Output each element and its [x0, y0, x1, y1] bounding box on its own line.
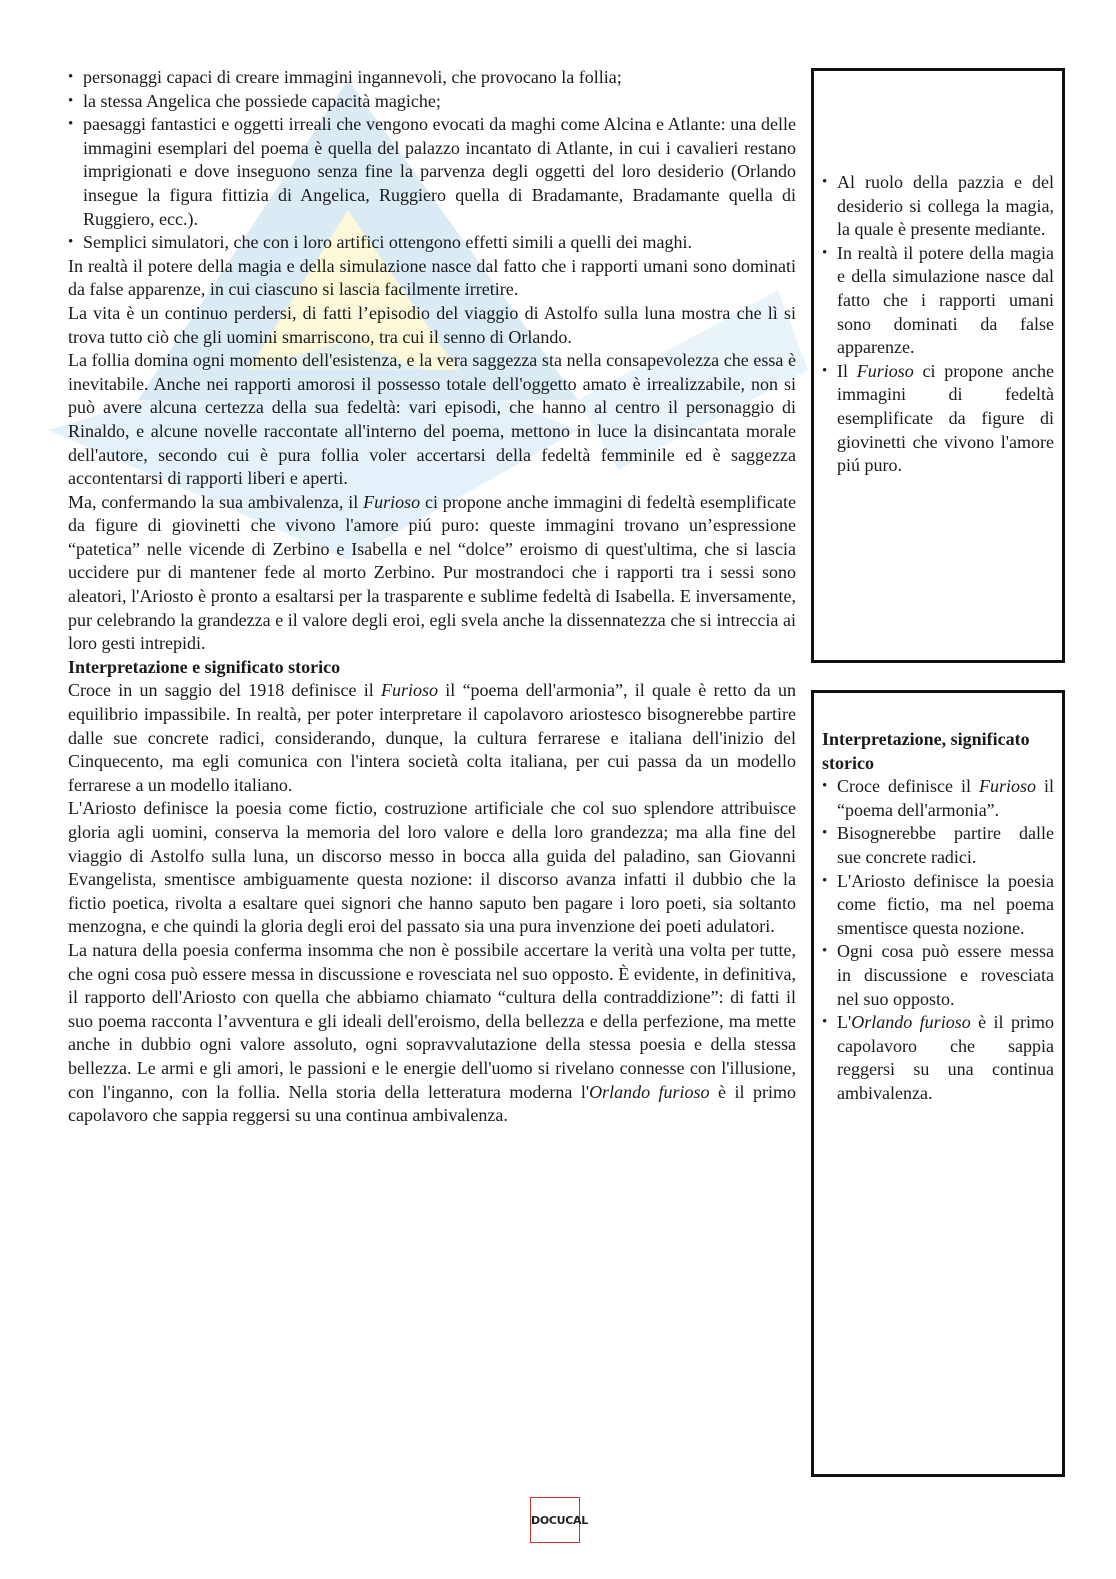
paragraph: La vita è un continuo perdersi, di fatti l’episodio del viaggio di Astolfo sulla luna mostra che lì si trova tutto ciò che gli uomini smarriscono, tra cui il senno di Orlando. — [68, 302, 796, 347]
summary-item: • L'Ariosto definisce la poesia come fictio, ma nel poema smentisce questa nozione. — [822, 870, 1054, 941]
summary-list — [822, 171, 1054, 478]
summary-item: • In realtà il potere della magia e della simulazione nasce dal fatto che i rapporti umani sono dominati da false apparenze. — [822, 242, 1054, 360]
list-item: • paesaggi fantastici e oggetti irreali che vengono evocati da maghi come Alcina e Atlante: una delle immagini esemplari del poema è quella del palazzo incantato di Atlante, in cui i cavalieri restano imprigionati e dove inseguono senza fine la parvenza degli oggetti del loro desiderio (Orlando insegue la figura fittizia di Angelica, Ruggiero quella di Bradamante, Bradamante quella di Ruggiero, ecc.). — [68, 113, 796, 231]
summary-item: • Croce definisce il Furioso il “poema dell'armonia”. — [822, 775, 1054, 822]
paragraph: Ma, confermando la sua ambivalenza, il Furioso ci propone anche immagini di fedeltà esemplificate da figure di giovinetti che vivono l'amore piú puro: queste immagini trovano un’espressione “patetica” nelle vicende di Zerbino e Isabella e nel “dolce” eroismo di quest'ultima, che si lascia uccidere pur di mantener fede al morto Zerbino. Pur mostrandoci che i rapporti tra i sessi sono aleatori, l'Ariosto è pronto a esaltarsi per la trasparente e sublime fedeltà di Isabella. E inversamente, pur celebrando la grandezza e il valore degli eroi, egli svela anche la dissennatezza che si intreccia ai loro gesti intrepidi. — [68, 491, 796, 654]
summary-item: • L'Orlando furioso è il primo capolavoro che sappia reggersi su una continua ambivalenza. — [822, 1011, 1054, 1105]
summary-box-1 — [811, 68, 1065, 663]
paragraph: La follia domina ogni momento dell'esistenza, e la vera saggezza sta nella consapevolezza che essa è inevitabile. Anche nei rapporti amorosi il possesso totale dell'oggetto amato è irrealizzabile, non si può avere alcuna certezza della sua fedeltà: vari episodi, che hanno al centro il personaggio di Rinaldo, e alcune novelle raccontate all'interno del poema, mettono in luce la disincantata morale dell'autore, secondo cui è pura follia voler accertarsi della fedeltà femminile ed è saggezza accontentarsi di rapporti liberi e aperti. — [68, 350, 796, 489]
paragraph: In realtà il potere della magia e della simulazione nasce dal fatto che i rapporti umani sono dominati da false apparenze, in cui ciascuno si lascia facilmente irretire. — [68, 255, 796, 300]
summary-item: • Al ruolo della pazzia e del desiderio si collega la magia, la quale è presente mediante. — [822, 171, 1054, 242]
paragraph: La natura della poesia conferma insomma che non è possibile accertare la verità una volta per tutte, che ogni cosa può essere messa in discussione e rovesciata nel suo opposto. È evidente, in definitiva, il rapporto dell'Ariosto con quella che abbiamo chiamato “cultura della contraddizione”: di fatti il suo poema racconta l’avventura e gli ideali dell'eroismo, della bellezza e della perfezione, ma mette anche in dubbio ogni valore assoluto, ogni sopravvalutazione della stessa poesia e della stessa bellezza. Le armi e gli amori, le passioni e le energie dell'uomo si rivelano connesse con l'illusione, con l'inganno, con la follia. Nella storia della letteratura moderna l'Orlando furioso è il primo capolavoro che sappia reggersi su una continua ambivalenza. — [68, 939, 796, 1126]
section-heading: Interpretazione e significato storico — [68, 656, 341, 677]
list-item: • Semplici simulatori, che con i loro artifici ottengono effetti simili a quelli dei maghi. — [68, 231, 796, 255]
paragraph: Croce in un saggio del 1918 definisce il Furioso il “poema dell'armonia”, il quale è retto da un equilibrio impassibile. In realtà, per poter interpretare il capolavoro ariostesco bisognerebbe partire dalle sue concrete radici, considerando, dunque, la cultura ferrarese e italiana dell'inizio del Cinquecento, ma egli comunica con l'intera società colta italiana, per cui passa da un modello ferrarese a un modello italiano. — [68, 680, 797, 795]
summary-item: • Il Furioso ci propone anche immagini di fedeltà esemplificate da figure di giovinetti che vivono l'amore piú puro. — [822, 360, 1054, 478]
summary-item: • Ogni cosa può essere messa in discussione e rovesciata nel suo opposto. — [822, 940, 1054, 1011]
list-item: • personaggi capaci di creare immagini ingannevoli, che provocano la follia; — [68, 66, 796, 90]
summary-list — [822, 775, 1054, 1105]
summary-box-title: Interpretazione, significato storico — [822, 729, 1030, 773]
paragraph: L'Ariosto definisce la poesia come fictio, costruzione artificiale che col suo splendore attribuisce gloria agli uomini, conserva la memoria del loro valore e della loro grandezza; ma alla fine del viaggio di Astolfo sulla luna, un discorso messo in bocca alla guida del paladino, san Giovanni Evangelista, smentisce ambiguamente questa nozione: il discorso avanza infatti il dubbio che la fictio poetica, rivolta a esaltare quei signori che hanno saputo ben pagare i loro poeti, sia soltanto menzogna, e che quindi la gloria degli eroi del passato sia una pura invenzione dei poeti adulatori. — [68, 798, 796, 937]
main-text-column — [68, 66, 796, 1128]
docucal-logo: DOCUCAL — [530, 1497, 580, 1543]
summary-item: • Bisognerebbe partire dalle sue concrete radici. — [822, 822, 1054, 869]
list-item: • la stessa Angelica che possiede capacità magiche; — [68, 90, 796, 114]
bullet-list — [68, 66, 796, 255]
summary-box-2 — [811, 690, 1065, 1477]
